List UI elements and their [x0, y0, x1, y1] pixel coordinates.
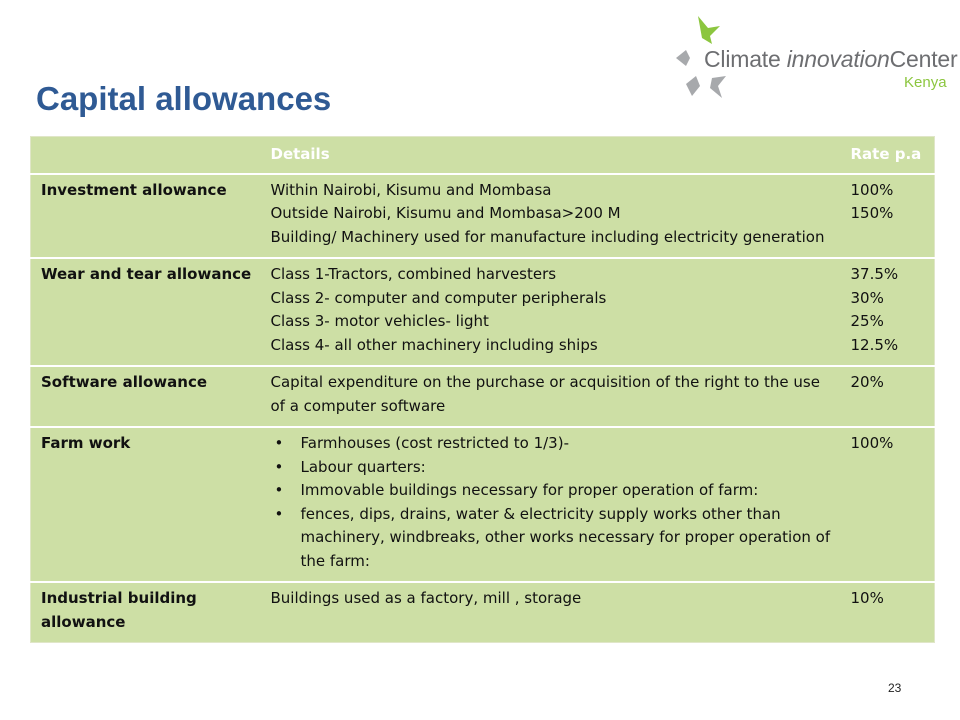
header-rate: Rate p.a [850, 145, 922, 163]
row-details: Capital expenditure on the purchase or acquisition of the right to the use of a computer software [270, 373, 820, 415]
logo-country: Kenya [904, 74, 947, 91]
slide-title: Capital allowances [36, 80, 332, 117]
logo-wordmark: Climate innovationCenter [704, 46, 958, 72]
table-row [31, 427, 935, 582]
capital-allowances-table [30, 136, 935, 643]
table-row [31, 258, 935, 366]
row-rate: 100% 150% [850, 180, 894, 222]
row-category: Investment allowance [41, 180, 227, 199]
row-rate: 100% [850, 434, 894, 452]
list-item: • fences, dips, drains, water & electricity supply works other than machinery, windbreaks, other works necessary for proper operation of the farm: [271, 503, 835, 574]
table-row [31, 582, 935, 643]
row-details: Buildings used as a factory, mill , storage [270, 589, 582, 607]
list-item: • Labour quarters: [271, 456, 835, 480]
row-category: Industrial building allowance [41, 589, 197, 631]
table-header-row [31, 137, 935, 174]
header-details: Details [270, 145, 330, 163]
row-category: Wear and tear allowance [41, 265, 252, 283]
row-rate: 37.5% 30% 25% 12.5% [850, 265, 899, 354]
row-rate: 20% [850, 373, 884, 391]
row-details: Class 1-Tractors, combined harvesters Class 2- computer and computer peripherals Class 3- motor vehicles- light Class 4- all other machinery including ships [270, 265, 607, 354]
row-details: Within Nairobi, Kisumu and Mombasa Outside Nairobi, Kisumu and Mombasa>200 M Building/ Machinery used for manufacture including electricity generation [270, 180, 825, 246]
row-category: Farm work [41, 434, 131, 452]
bullet-list [271, 432, 835, 573]
row-category: Software allowance [41, 373, 208, 391]
row-details [261, 427, 841, 582]
list-item: • Farmhouses (cost restricted to 1/3)- [271, 432, 835, 456]
list-item: • Immovable buildings necessary for proper operation of farm: [271, 479, 835, 503]
row-rate: 10% [850, 589, 884, 607]
table-row [31, 366, 935, 427]
climate-innovation-center-logo [672, 14, 958, 104]
header-category [31, 137, 261, 174]
page-number: 23 [888, 681, 902, 695]
table-row [31, 174, 935, 259]
